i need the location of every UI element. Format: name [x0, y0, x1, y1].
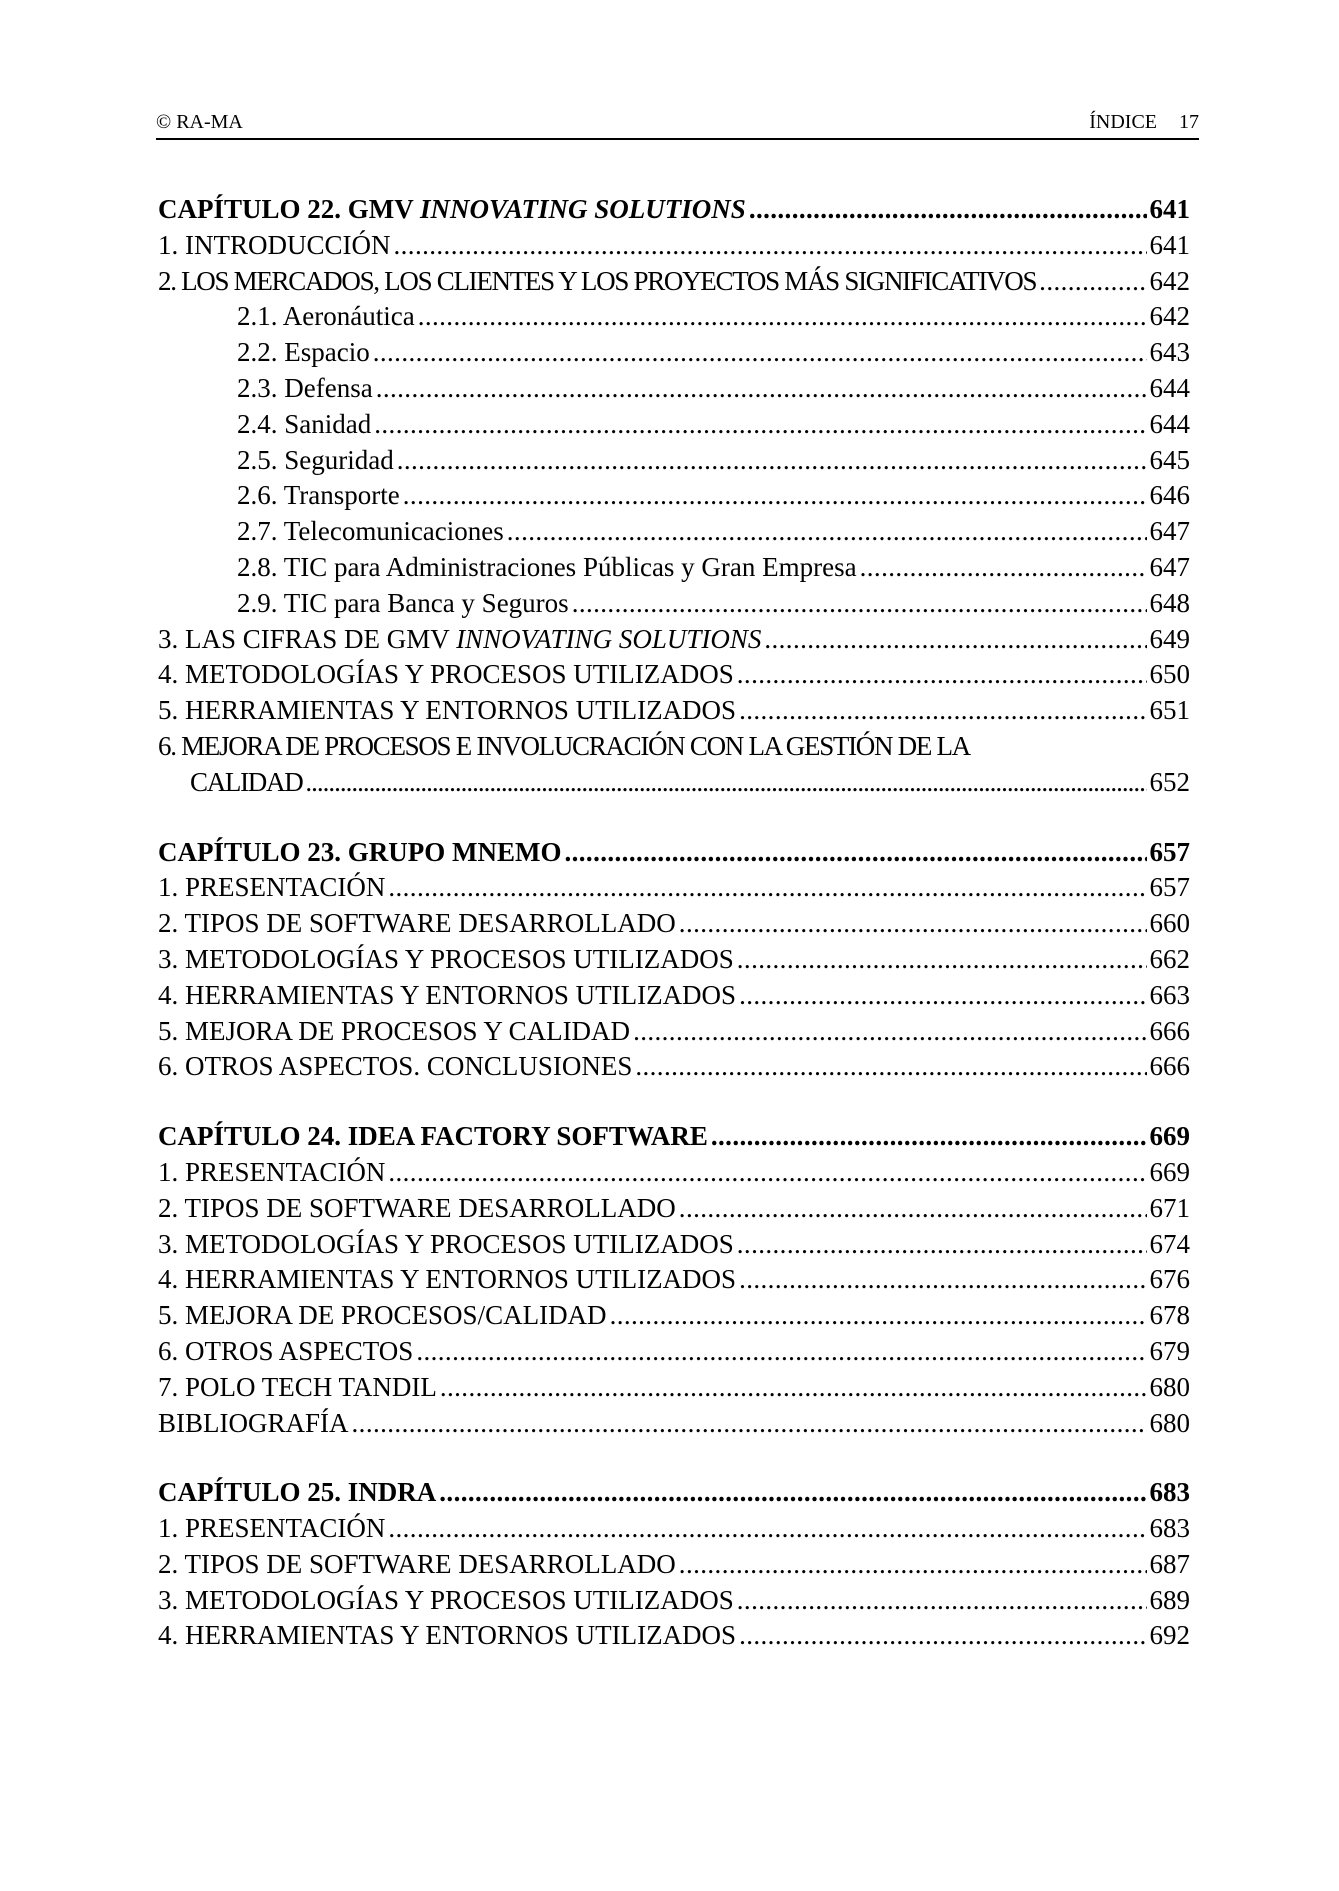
entry-title: 5. MEJORA DE PROCESOS/CALIDAD [158, 1300, 607, 1331]
header-section-title: ÍNDICE [1089, 111, 1157, 133]
dot-leader [305, 765, 1146, 801]
page-ref: 644 [1149, 372, 1190, 403]
toc-entry [158, 657, 1190, 693]
entry-title: 4. METODOLOGÍAS Y PROCESOS UTILIZADOS [158, 659, 734, 690]
entry-title: 5. MEJORA DE PROCESOS Y CALIDAD [158, 1015, 631, 1046]
publisher-mark: © RA-MA [156, 111, 243, 133]
toc-entry [158, 1298, 1190, 1334]
dot-leader [439, 1475, 1146, 1511]
dot-leader [388, 1155, 1146, 1191]
toc-chapter-heading [158, 1119, 1190, 1155]
page-ref: 680 [1149, 1407, 1190, 1438]
entry-title: 6. OTROS ASPECTOS [158, 1335, 414, 1366]
page-ref: 643 [1149, 337, 1190, 368]
entry-title: 1. PRESENTACIÓN [158, 1513, 386, 1544]
dot-leader [739, 1262, 1146, 1298]
entry-title: 1. INTRODUCCIÓN [158, 229, 391, 260]
page-ref: 669 [1149, 1156, 1190, 1187]
toc-chapter-heading [158, 1475, 1190, 1511]
entry-title: 2.1. Aeronáutica [237, 301, 415, 332]
chapter-title-main: CAPÍTULO 22. GMV [158, 194, 421, 224]
entry-title: 2.3. Defensa [237, 372, 373, 403]
entry-title: 1. PRESENTACIÓN [158, 872, 386, 903]
page-ref: 642 [1149, 301, 1190, 332]
dot-leader [394, 228, 1147, 264]
page-ref: 674 [1149, 1228, 1190, 1259]
dot-leader [737, 657, 1147, 693]
toc-entry [158, 1049, 1190, 1085]
header-right [1089, 110, 1199, 134]
page-ref: 662 [1149, 943, 1190, 974]
entry-title: 2.4. Sanidad [237, 408, 372, 439]
page-ref: 692 [1149, 1620, 1190, 1651]
header-rule [156, 138, 1199, 140]
entry-title: 3. METODOLOGÍAS Y PROCESOS UTILIZADOS [158, 1228, 734, 1259]
toc-subentry [158, 371, 1190, 407]
entry-title: 2.8. TIC para Administraciones Públicas y Gran Empresa [237, 551, 857, 582]
entry-title: 3. METODOLOGÍAS Y PROCESOS UTILIZADOS [158, 1584, 734, 1615]
entry-title: 1. PRESENTACIÓN [158, 1156, 386, 1187]
chapter-title: CAPÍTULO 25. INDRA [158, 1477, 437, 1508]
page-ref: 641 [1149, 229, 1190, 260]
entry-title: 2.5. Seguridad [237, 444, 394, 475]
dot-leader [564, 835, 1146, 871]
toc-subentry [158, 299, 1190, 335]
entry-title: 2. TIPOS DE SOFTWARE DESARROLLADO [158, 1548, 676, 1579]
toc-entry [158, 264, 1190, 300]
toc-chapter-heading [158, 835, 1190, 871]
dot-leader [749, 192, 1147, 228]
page-ref: 647 [1149, 551, 1190, 582]
toc-subentry [158, 335, 1190, 371]
toc-entry [158, 1155, 1190, 1191]
page-number: 17 [1179, 111, 1199, 133]
page-ref: 689 [1149, 1584, 1190, 1615]
entry-title: 2.2. Espacio [237, 337, 370, 368]
toc-entry [158, 1511, 1190, 1547]
chapter-24-section [158, 1119, 1190, 1441]
toc-entry [158, 1334, 1190, 1370]
dot-leader [388, 1511, 1146, 1547]
entry-title: 2.7. Telecomunicaciones [237, 516, 504, 547]
entry-title: 2.9. TIC para Banca y Seguros [237, 587, 569, 618]
page-ref: 649 [1149, 623, 1190, 654]
page-ref: 642 [1149, 265, 1190, 296]
toc-entry [158, 942, 1190, 978]
page-ref: 641 [1149, 194, 1190, 224]
toc-entry [158, 1547, 1190, 1583]
dot-leader [679, 906, 1147, 942]
page-ref: 648 [1149, 587, 1190, 618]
dot-leader [418, 299, 1147, 335]
chapter-title: CAPÍTULO 23. GRUPO MNEMO [158, 836, 562, 867]
entry-title: 2.6. Transporte [237, 480, 400, 511]
dot-leader [572, 586, 1147, 622]
page-ref: 657 [1149, 872, 1190, 903]
dot-leader [1039, 264, 1146, 300]
entry-title: BIBLIOGRAFÍA [158, 1407, 349, 1438]
chapter-title-emphasis: INNOVATING SOLUTIONS [420, 194, 746, 224]
dot-leader [737, 1583, 1147, 1619]
page-ref: 647 [1149, 516, 1190, 547]
toc-entry [158, 228, 1190, 264]
page-ref: 683 [1149, 1513, 1190, 1544]
entry-title: 2. LOS MERCADOS, LOS CLIENTES Y LOS PROYECTOS MÁS SIGNIFICATIVOS [158, 265, 1037, 296]
entry-title: 5. HERRAMIENTAS Y ENTORNOS UTILIZADOS [158, 695, 737, 726]
entry-title-continuation: CALIDAD [190, 766, 303, 797]
toc-chapter-heading [158, 192, 1190, 228]
entry-title: 4. HERRAMIENTAS Y ENTORNOS UTILIZADOS [158, 979, 737, 1010]
page-ref: 657 [1149, 836, 1190, 867]
toc-entry [158, 978, 1190, 1014]
toc-entry [158, 1227, 1190, 1263]
chapter-title: CAPÍTULO 24. IDEA FACTORY SOFTWARE [158, 1121, 708, 1152]
page-ref: 666 [1149, 1051, 1190, 1082]
toc-subentry [158, 586, 1190, 622]
page-ref: 660 [1149, 908, 1190, 939]
entry-title: 7. POLO TECH TANDIL [158, 1371, 437, 1402]
toc-subentry [158, 407, 1190, 443]
dot-leader [764, 622, 1146, 658]
page-ref: 644 [1149, 408, 1190, 439]
toc-entry [158, 1191, 1190, 1227]
entry-title: 2. TIPOS DE SOFTWARE DESARROLLADO [158, 1192, 676, 1223]
toc-entry [158, 1618, 1190, 1654]
entry-title [158, 622, 761, 658]
dot-leader [416, 1334, 1146, 1370]
dot-leader [610, 1298, 1147, 1334]
running-header [156, 110, 1199, 134]
entry-title-emphasis: INNOVATING SOLUTIONS [456, 623, 762, 654]
toc-entry [158, 1406, 1190, 1442]
dot-leader [633, 1014, 1146, 1050]
page-ref: 679 [1149, 1335, 1190, 1366]
entry-title: 6. OTROS ASPECTOS. CONCLUSIONES [158, 1051, 633, 1082]
dot-leader [739, 693, 1146, 729]
page-ref: 666 [1149, 1015, 1190, 1046]
toc-subentry [158, 514, 1190, 550]
toc-entry [158, 1583, 1190, 1619]
entry-title-line: 6. MEJORA DE PROCESOS E INVOLUCRACIÓN CON LA GESTIÓN DE LA [158, 730, 970, 761]
toc-entry [158, 870, 1190, 906]
dot-leader [507, 514, 1147, 550]
toc-entry-continuation [158, 765, 1190, 801]
dot-leader [679, 1191, 1147, 1227]
dot-leader [737, 942, 1147, 978]
page-ref: 645 [1149, 444, 1190, 475]
page-ref: 651 [1149, 695, 1190, 726]
toc-subentry [158, 443, 1190, 479]
dot-leader [373, 335, 1147, 371]
entry-title: 3. METODOLOGÍAS Y PROCESOS UTILIZADOS [158, 943, 734, 974]
page-ref: 663 [1149, 979, 1190, 1010]
chapter-title [158, 192, 746, 228]
dot-leader [440, 1370, 1147, 1406]
page-ref: 676 [1149, 1264, 1190, 1295]
page-ref: 652 [1149, 766, 1190, 797]
dot-leader [739, 1618, 1146, 1654]
dot-leader [376, 371, 1147, 407]
chapter-22-section [158, 192, 1190, 801]
dot-leader [403, 478, 1147, 514]
dot-leader [352, 1406, 1147, 1442]
dot-leader [860, 550, 1147, 586]
page-ref: 646 [1149, 480, 1190, 511]
chapter-23-section [158, 835, 1190, 1086]
dot-leader [397, 443, 1147, 479]
toc-entry [158, 622, 1190, 658]
entry-title-main: 3. LAS CIFRAS DE GMV [158, 623, 457, 654]
page-ref: 669 [1149, 1121, 1190, 1152]
toc-subentry [158, 550, 1190, 586]
page-ref: 680 [1149, 1371, 1190, 1402]
page-ref: 650 [1149, 659, 1190, 690]
dot-leader [635, 1049, 1146, 1085]
dot-leader [374, 407, 1146, 443]
page-ref: 671 [1149, 1192, 1190, 1223]
toc-entry [158, 693, 1190, 729]
toc-entry [158, 1014, 1190, 1050]
toc-entry [158, 1370, 1190, 1406]
toc-entry [158, 1262, 1190, 1298]
page-ref: 678 [1149, 1300, 1190, 1331]
entry-title: 4. HERRAMIENTAS Y ENTORNOS UTILIZADOS [158, 1620, 737, 1651]
dot-leader [739, 978, 1146, 1014]
entry-title: 2. TIPOS DE SOFTWARE DESARROLLADO [158, 908, 676, 939]
table-of-contents [158, 192, 1190, 1654]
dot-leader [679, 1547, 1147, 1583]
chapter-25-section [158, 1475, 1190, 1654]
dot-leader [388, 870, 1146, 906]
toc-subentry [158, 478, 1190, 514]
entry-title: 4. HERRAMIENTAS Y ENTORNOS UTILIZADOS [158, 1264, 737, 1295]
page-ref: 687 [1149, 1548, 1190, 1579]
dot-leader [711, 1119, 1147, 1155]
page-ref: 683 [1149, 1477, 1190, 1508]
dot-leader [737, 1227, 1147, 1263]
toc-entry [158, 906, 1190, 942]
